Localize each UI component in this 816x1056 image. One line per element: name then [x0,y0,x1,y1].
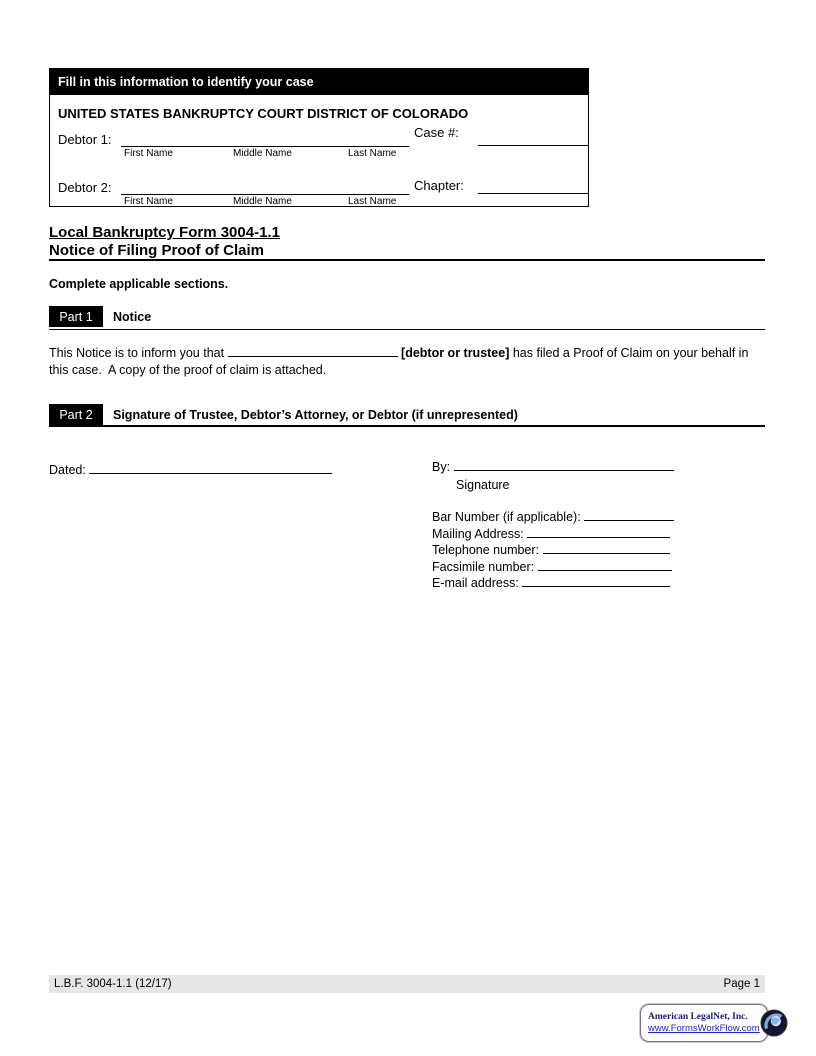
debtor1-last-name-sublabel: Last Name [348,148,397,159]
email-row [432,575,674,592]
identify-banner-text: Fill in this information to identify your case [58,74,314,89]
part2-divider [49,425,765,427]
legalnet-company-name: American LegalNet, Inc. [648,1012,748,1022]
footer-form-number: L.B.F. 3004-1.1 (12/17) [54,978,172,990]
debtor2-middle-name-sublabel: Middle Name [233,196,292,207]
instruction-text: Complete applicable sections. [49,277,229,291]
dated-row [49,462,332,477]
debtor1-label: Debtor 1: [58,132,112,147]
dated-field[interactable] [89,462,332,474]
debtor1-first-name-sublabel: First Name [124,148,173,159]
identify-box [49,95,589,207]
debtor-or-trustee-field[interactable] [228,345,398,357]
contact-fields [432,509,674,592]
signature-caption: Signature [456,478,510,492]
case-number-field[interactable] [478,145,589,146]
debtor1-middle-name-sublabel: Middle Name [233,148,292,159]
mailing-address-row [432,526,674,543]
form-title-line2: Notice of Filing Proof of Claim [49,242,264,259]
globe-icon [760,1009,788,1037]
part1-badge: Part 1 [49,306,103,327]
notice-text-after: has filed a Proof of Claim on your behalf in this case. A copy of the proof of claim is attached. [49,346,752,377]
part2-heading: Signature of Trustee, Debtor’s Attorney, or Debtor (if unrepresented) [113,408,518,422]
debtor2-label: Debtor 2: [58,180,112,195]
debtor2-first-name-sublabel: First Name [124,196,173,207]
chapter-label: Chapter: [414,178,464,193]
legalnet-logo-text [648,1012,760,1034]
form-title-line1: Local Bankruptcy Form 3004-1.1 [49,224,280,241]
mailing-address-field[interactable] [527,526,670,538]
footer-page-number: Page 1 [723,978,760,990]
debtor2-last-name-sublabel: Last Name [348,196,397,207]
email-label: E-mail address: [432,576,519,590]
part1-heading: Notice [113,310,152,324]
signature-field[interactable] [454,459,674,471]
telephone-row [432,542,674,559]
bar-number-label: Bar Number (if applicable): [432,510,581,524]
legalnet-logo [640,1004,768,1042]
facsimile-label: Facsimile number: [432,559,535,574]
by-label: By: [432,460,451,474]
dated-label: Dated: [49,463,86,477]
bar-number-row [432,509,674,526]
email-field[interactable] [522,575,670,587]
court-title: UNITED STATES BANKRUPTCY COURT DISTRICT OF COLORADO [58,106,469,121]
facsimile-row [432,559,674,576]
bar-number-field[interactable] [584,509,674,521]
by-row [432,459,674,474]
debtor2-name-field[interactable] [121,194,409,195]
chapter-field[interactable] [478,193,589,194]
title-divider [49,259,765,261]
notice-text-bold: [debtor or trustee] [401,346,510,360]
mailing-address-label: Mailing Address: [432,526,524,541]
identify-banner [49,68,589,95]
notice-text-before: This Notice is to inform you that [49,346,228,360]
footer-bar [49,975,765,993]
telephone-label: Telephone number: [432,543,540,557]
notice-paragraph [49,345,761,378]
debtor1-name-field[interactable] [121,146,409,147]
formsworkflow-link[interactable]: www.FormsWorkFlow.com [648,1023,760,1034]
part1-divider [49,329,765,330]
facsimile-field[interactable] [538,559,672,571]
telephone-field[interactable] [543,542,670,554]
part2-badge: Part 2 [49,404,103,425]
case-number-label: Case #: [414,125,459,140]
